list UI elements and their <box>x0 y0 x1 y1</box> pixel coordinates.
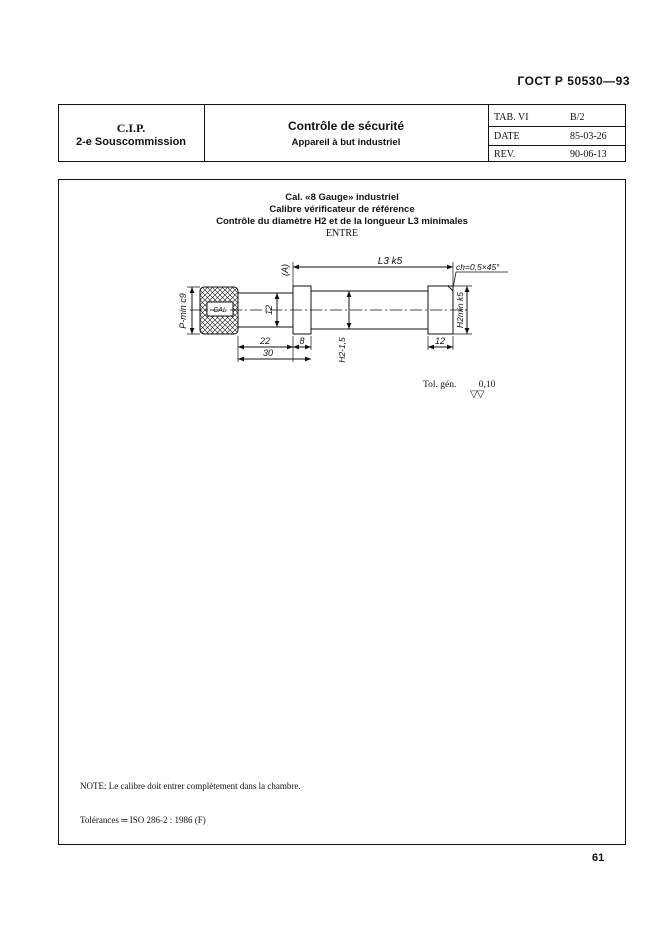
page-number: 61 <box>592 852 605 864</box>
caption-line-1: Cal. «8 Gauge» industriel <box>285 192 399 203</box>
surface-finish-symbol: ▽▽ <box>470 389 484 400</box>
knurl-label: CAL <box>213 307 227 314</box>
chamfer-label: ch=0,5×45° <box>456 262 500 272</box>
chamfer-leader <box>453 272 508 288</box>
standard-number: ГОСТ Р 50530—93 <box>517 74 630 88</box>
dim-12-vertical-label: 12 <box>264 304 274 316</box>
organization-name: C.I.P. <box>116 121 146 135</box>
chamfer-corner <box>448 286 453 291</box>
note-text: NOTE: Le calibre doit entrer complètement dans la chambre. <box>80 781 301 791</box>
dim-12-bottom-label: 12 <box>434 336 446 346</box>
dim-8-label: 8 <box>299 336 305 346</box>
meta-label-date: DATE <box>494 131 520 142</box>
organization-subcommission: 2-e Souscommission <box>75 136 187 148</box>
caption-line-2: Calibre vérificateur de référence <box>269 204 415 215</box>
dim-h2-minus-label: H2-1,5 <box>337 337 347 363</box>
document-subtitle: Appareil à but industriel <box>291 137 401 148</box>
meta-value-tab: B/2 <box>570 112 585 123</box>
dim-30-label: 30 <box>262 348 274 358</box>
general-tolerance <box>423 380 496 400</box>
caption-line-3: Contrôle du diamètre H2 et de la longueur L3 minimales <box>216 216 468 227</box>
meta-label-tab: TAB. VI <box>494 112 529 123</box>
dim-h2-min-label: H2min k5 <box>455 292 465 328</box>
meta-value-date: 85-03-26 <box>570 131 607 142</box>
tolerances-reference: Tolérances ═ ISO 286-2 : 1986 (F) <box>80 815 206 825</box>
document-title: Contrôle de sécurité <box>287 119 405 133</box>
datum-label: (A) <box>280 264 290 276</box>
tolerance-value: 0,10 <box>478 380 496 390</box>
dim-l3-label: L3 k5 <box>377 256 403 267</box>
tolerance-label: Tol. gén. <box>423 380 457 390</box>
dim-p-label: P-min c9 <box>178 293 188 329</box>
caption-line-4: ENTRE <box>325 228 359 239</box>
dim-22-label: 22 <box>259 336 271 346</box>
meta-label-rev: REV. <box>494 149 516 160</box>
meta-value-rev: 90-06-13 <box>570 149 607 160</box>
